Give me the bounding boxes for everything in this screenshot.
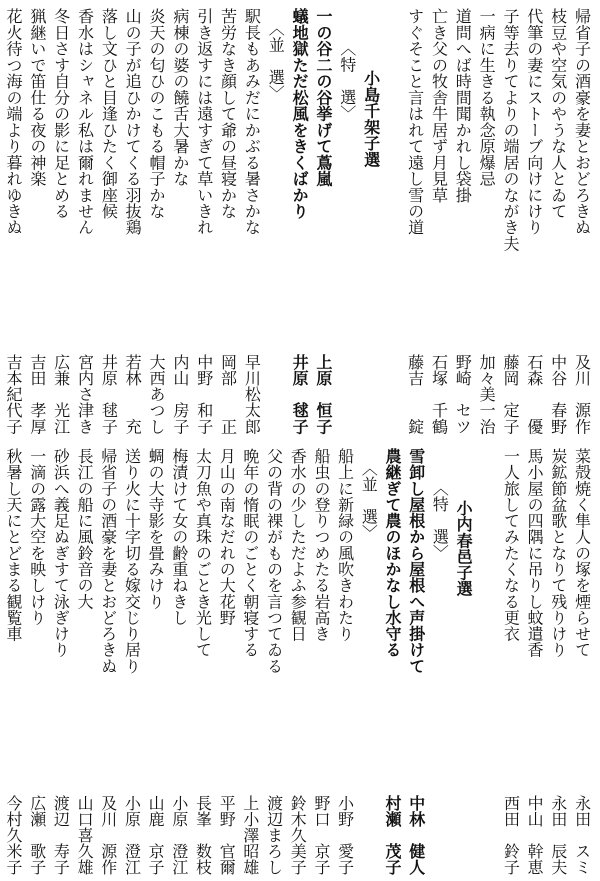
haiku-line: 香水はシャネル私は爾れません: [75, 8, 95, 236]
author-name: 石塚 千鶴: [429, 353, 449, 434]
selector-title: 小内春邑子選: [454, 500, 474, 597]
top-section: [0, 0, 600, 440]
author-name: 小原 澄江: [169, 795, 189, 875]
haiku-line: 引き返すには遠すぎて草いきれ: [194, 8, 214, 236]
special-haiku: 一の谷二の谷挙げて蔦嵐: [313, 8, 333, 187]
haiku-line: 枝豆や空気のやうな人とゐて: [548, 8, 568, 220]
haiku-line: 一滴の露大空を映しけり: [27, 448, 47, 626]
haiku-line: 晩年の惰眠のごとく朝寝する: [240, 448, 260, 658]
author-name: 永田 スミ: [572, 795, 592, 875]
author-name: 宮内さ津き: [75, 353, 95, 434]
author-name: 中谷 春野: [548, 353, 568, 434]
haiku-line: 一人旅してみたくなる更衣: [501, 448, 521, 642]
author-name: 若林 充: [123, 353, 143, 434]
author-name: 渡辺まろし: [264, 795, 284, 875]
haiku-line: 山の子が追ひかけてくる羽抜鶏: [123, 8, 143, 236]
author-name: 早川松太郎: [242, 353, 262, 434]
haiku-line: 亡き父の牧舎牛居ず月見草: [429, 8, 449, 203]
special-haiku: 蟻地獄ただ松風をきくばかり: [290, 8, 310, 220]
special-label: 〈特 選〉: [430, 480, 450, 561]
haiku-line: 蜩の大寺影を畳みけり: [146, 448, 166, 610]
author-name: 大西あつし: [147, 353, 167, 434]
haiku-line: 砂浜へ義足ぬぎすて泳ぎけり: [51, 448, 71, 658]
author-name: 広瀬 歌子: [27, 795, 47, 875]
haiku-line: 送り火に十字切る嫁交じり居り: [122, 448, 142, 674]
author-name: 野口 京子: [311, 795, 331, 875]
selector-title: 小島千架子選: [361, 70, 381, 168]
haiku-line: 船上に新緑の風吹きわたり: [335, 448, 355, 642]
author-name: 藤岡 定子: [500, 353, 520, 434]
haiku-line: 道問へば時間聞かれし袋掛: [453, 8, 473, 203]
haiku-line: 月山の南なだれの大花野: [217, 448, 237, 626]
author-name: 長峯 数枝: [193, 795, 213, 875]
haiku-line: 父の背の裸がものを言つてゐる: [264, 448, 284, 674]
haiku-line: 駅長もあみだにかぶる暑さかな: [242, 8, 262, 236]
author-name: 平野 官爾: [217, 795, 237, 875]
haiku-line: 帰省子の酒豪を妻とおどろきぬ: [572, 8, 592, 236]
bottom-section: [0, 440, 600, 881]
author-name: 及川 源作: [98, 795, 118, 875]
author-name: 井原 毬子: [290, 353, 310, 434]
author-name: 山鹿 京子: [146, 795, 166, 875]
haiku-line: 梅漬けて女の齢重ねきし: [169, 448, 189, 626]
special-haiku: 農継ぎて農のほかなし水守る: [383, 448, 403, 658]
author-name: 吉田 孝厚: [27, 353, 47, 434]
author-name: 小野 愛子: [335, 795, 355, 875]
haiku-line: 炎天の匂ひのこもる帽子かな: [147, 8, 167, 220]
author-name: 渡辺 寿子: [51, 795, 71, 875]
haiku-line: 帰省子の酒豪を妻とおどろきぬ: [98, 448, 118, 674]
haiku-line: 代筆の妻にストーブ向けにけり: [524, 8, 544, 236]
haiku-line: すぐそこと言はれて遠し雪の道: [405, 8, 425, 236]
haiku-line: 猟継いで笛仕る夜の神楽: [27, 8, 47, 187]
author-name: 野崎 セツ: [453, 353, 473, 434]
author-name: 及川 源作: [572, 353, 592, 434]
haiku-line: 花火待つ海の端より暮れゆきぬ: [4, 8, 23, 236]
haiku-line: 病棟の婆の饒舌大暑かな: [170, 8, 190, 187]
special-haiku: 雪卸し屋根から屋根へ声掛けて: [406, 448, 426, 674]
author-name: 石森 優: [524, 353, 544, 434]
haiku-line: 冬日さす自分の影に足とめる: [51, 8, 71, 220]
haiku-line: 苦労なき顔して爺の昼寝かな: [218, 8, 238, 220]
haiku-line: 太刀魚や真珠のごとき光して: [193, 448, 213, 658]
special-label: 〈特 選〉: [337, 40, 357, 122]
author-name: 内山 房子: [170, 353, 190, 434]
haiku-line: 落し文ひと目逢ひたく御座候: [99, 8, 119, 220]
author-name: 今村久米子: [4, 795, 23, 875]
author-name: 中山 幹恵: [525, 795, 545, 875]
author-name: 中野 和子: [194, 353, 214, 434]
normal-label: 〈並 選〉: [359, 460, 379, 541]
author-name: 山口喜久雄: [75, 795, 95, 875]
haiku-line: 一病に生きる執念原爆忌: [477, 8, 497, 187]
author-name: 上小澤昭雄: [240, 795, 260, 875]
author-name: 広兼 光江: [51, 353, 71, 434]
haiku-line: 香水の少しただよふ参観日: [288, 448, 308, 642]
haiku-line: 菜殻焼く隼人の塚を煙らせて: [572, 448, 592, 658]
haiku-line: 子等去りてよりの端居のながき夫: [500, 8, 520, 252]
author-name: 上原 恒子: [313, 353, 333, 434]
haiku-line: 炭鉱節盆歌となりて残りけり: [548, 448, 568, 658]
haiku-line: 長江の船に風鈴音の大: [75, 448, 95, 610]
author-name: 藤吉 錠: [405, 353, 425, 434]
author-name: 永田 辰夫: [548, 795, 568, 875]
author-name: 小原 澄江: [122, 795, 142, 875]
author-name: 岡部 正: [218, 353, 238, 434]
author-name: 井原 毬子: [99, 353, 119, 434]
author-name: 加々美一治: [477, 353, 497, 434]
haiku-line: 秋暑し天にとどまる観覧車: [4, 448, 23, 642]
author-name: 鈴木久美子: [288, 795, 308, 875]
author-name: 西田 鈴子: [501, 795, 521, 875]
author-name: 村瀬 茂子: [383, 795, 403, 875]
author-name: 中林 健人: [406, 795, 426, 875]
normal-label: 〈並 選〉: [266, 20, 286, 102]
author-name: 吉本紀代子: [4, 353, 23, 434]
haiku-line: 馬小屋の四隅に吊りし蚊遣香: [525, 448, 545, 658]
haiku-line: 船虫の登りつめたる岩高き: [311, 448, 331, 642]
